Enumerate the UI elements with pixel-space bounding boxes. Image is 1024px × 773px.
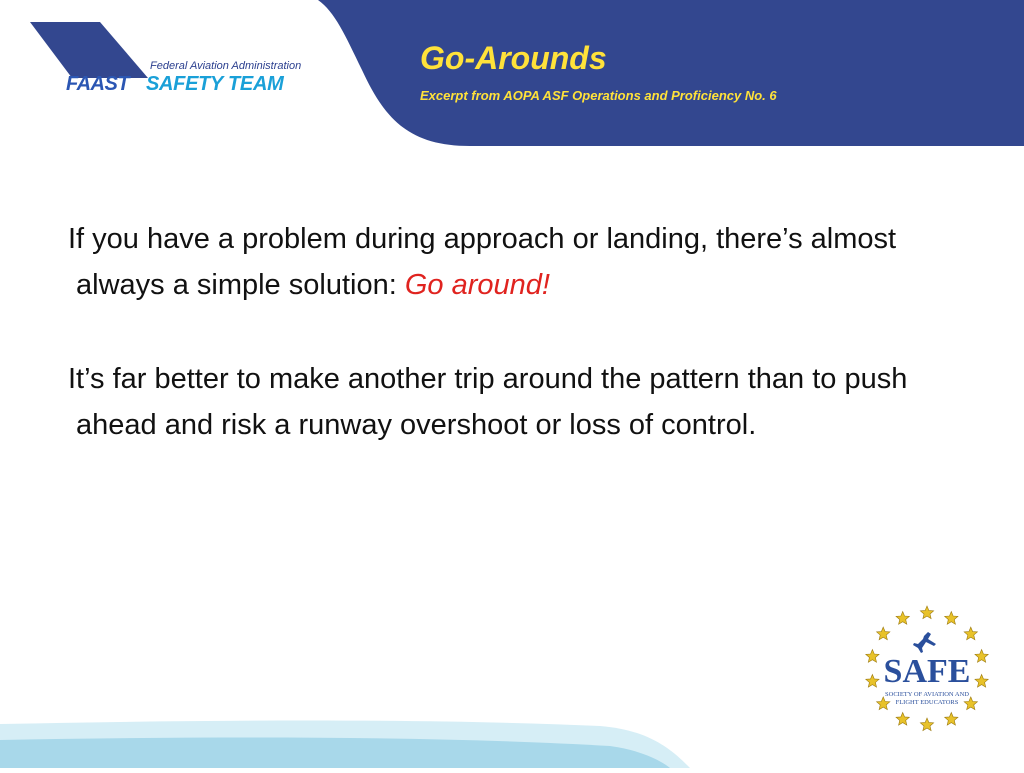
safe-society-line-2: FLIGHT EDUCATORS: [895, 699, 959, 706]
agency-name: Federal Aviation Administration: [150, 60, 302, 72]
paragraph-2: It’s far better to make another trip around the pattern than to push ahead and risk a runway overshoot or loss of control.: [68, 363, 908, 441]
star-icon: [920, 606, 933, 619]
airplane-icon: [913, 632, 936, 653]
footer-wave-shape: [0, 690, 1024, 768]
safe-society-line-1: SOCIETY OF AVIATION AND: [885, 691, 969, 698]
safe-wordmark: SAFE: [883, 653, 971, 690]
star-icon: [975, 674, 988, 687]
slide-body: [68, 216, 988, 448]
star-icon: [896, 612, 909, 625]
star-icon: [877, 627, 890, 640]
go-around-emphasis: Go around!: [404, 269, 550, 301]
star-icon: [945, 612, 958, 625]
star-icon: [975, 650, 988, 663]
star-icon: [964, 627, 977, 640]
paragraph-1: [68, 216, 988, 308]
star-icon: [866, 674, 879, 687]
faast-wordmark: FAAST: [66, 73, 130, 95]
paragraph-1-text: If you have a problem during approach or landing, there’s almost always a simple solution:: [68, 223, 897, 301]
footer-band: [0, 690, 1024, 768]
slide-title: Go-Arounds: [420, 40, 607, 76]
safety-team-wordmark: SAFETY TEAM: [146, 73, 284, 95]
star-icon: [866, 650, 879, 663]
slide-subtitle: Excerpt from AOPA ASF Operations and Proficiency No. 6: [420, 88, 777, 103]
faast-logo: [30, 18, 330, 98]
